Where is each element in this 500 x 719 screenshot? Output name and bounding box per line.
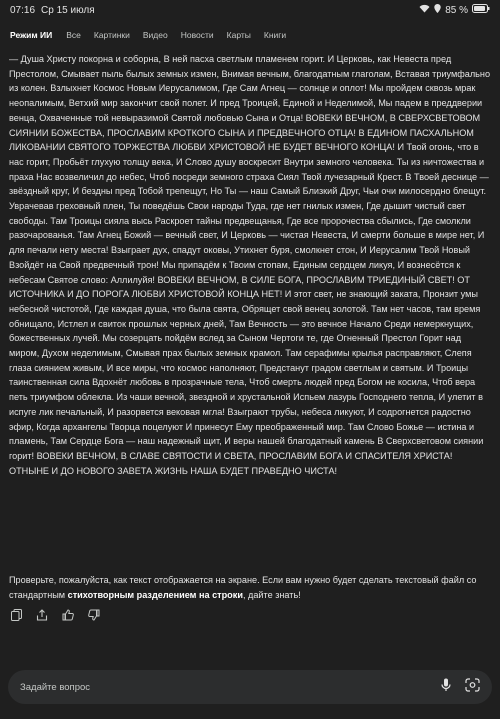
tab-video[interactable]: Видео <box>142 30 168 40</box>
location-icon <box>434 4 441 16</box>
share-icon[interactable] <box>36 609 48 621</box>
copy-icon[interactable] <box>10 609 22 621</box>
battery-icon <box>472 4 490 16</box>
tab-books[interactable]: Книги <box>263 30 287 40</box>
tab-all[interactable]: Все <box>66 30 81 40</box>
status-time: 07:16 <box>10 4 36 16</box>
status-date: Ср 15 июля <box>41 4 95 16</box>
response-text: — Душа Христу покорна и соборна, В ней пасха светлым пламенем горит. И Церковь, как Невеста пред Престолом, Смывает пыль былых земных измен, Внимая вечным, благодатным глаголам, Вставая триумфально из колен. Взлыхнет Космос Новым Иерусалимом, Где Сам Агнец — солнце и оплот! Мы пройдем сквозь мрак неопалимым, Ветхий мир закончит свой полет. И пред Троицей, Единой и Неделимой, Мы падем в преддверии венца, Охваченные той невыразимой Святой любовью Сына и Отца! ВОВЕКИ ВЕЧНОМ, В СВЕРХСВЕТОВОМ СИЯНИИ БОЖЕСТВА, ПРОСЛАВИМ КРОТКОГО СЫНА И ПРЕДВЕЧНОГО ОТЦА! В ЕДИНОМ ПАСХАЛЬНОМ ЛИКОВАНИИ СВЯТОГО ТОРЖЕСТВА ЛЮБВИ ХРИСТОВОЙ НЕ БУДЕТ ВЕЧНОГО КОНЦА! И Твой огонь, что в нас горит, Пробьёт глухую толщу века, И Слово душу воскресит Внутри земного человека. Ты из ничтожества и праха Нас возвеличил до небес, Чтоб посреди земного страха Сиял Твой лучезарный Крест. В Твоей деснице — звёздный круг, И бездны пред Тобой трепещут, Но Ты — наш Самый Близкий Друг, Чьи очи милосердно блещут. Уврачевав греховный плен, Ты поведёшь Свои народы Туда, где нет гнилых измен, Где дышит чистый свет свободы. Там Троицы сияла высь Раскроет тайны предвещанья, Где все пророчества сбылись, Где смолкли разочарованья. Там Агнец Божий — вечный свет, И Церковь — чистая Невеста, И смерти больше в мире нет, И для печали нету места! Взыграет дух, спадут оковы, Утихнет буря, смолкнет стон, И Иерусалим Твой Новый Взойдёт на Свой предвечный трон! Мы припадём к Твоим стопам, Единым сердцем ликуя, И вознесётся к небесам Святое слово: Аллилуйя! ВОВЕКИ ВЕЧНОМ, В СИЛЕ БОГА, ПРОСЛАВИМ ТРИЕДИНЫЙ СВЕТ! ОТ ИСТОЧНИКА И ДО ПОРОГА ЛЮБВИ ХРИСТОВОЙ КОНЦА НЕТ! И этот свет, не знающий заката, Пронзит умы небесной чистотой, Где каждая душа, что была свята, Обрящет свой венец золотой. Там нет часов, там время обнищало, Истлел и свиток прошлых черных дней, Там Вечность — это вечное Начало Среди немеркнущих, божественных лучей. Мы созерцать пойдём вслед за Сыном Чертоги те, где Огненный Престол Горит над миром, Духом неделимым, Смывая прах былых земных крамол. Там серафимы крылья расправляют, Слепя глаза сиянием живым, И все миры, что космос наполняют, Предстанут градом светлым и святым. И Троицы таинственная сила Вдохнёт любовь в прозрачные тела, Чтоб смерть людей пред Богом не косила, Чтоб вера петь триумфом облекла. Из чаши вечной, звездной и хрустальной Испьем лазурь Господнего тепла, И улетит в испуге лик печальный, И разорвется вековая мгла! Взыграют трубы, небеса ликуют, И содрогнется радостно эфир, Когда архангелы Творца поцелуют И принесут Ему преображенный мир. Там Слово Божье — истина и пламень, Там Сердце Бога — наш надежный щит, И веры нашей благодатный камень В Сверхсветовом сиянии горит! ВОВЕКИ ВЕЧНОМ, В СЛАВЕ СВЯТОСТИ И СВЕТА, ПРОСЛАВИМ БОГА И СПАСИТЕЛЯ ХРИСТА! ОТНЫНЕ И ДО НОВОГО ЗАВЕТА ЖИЗНЬ НАША БУДЕТ ПРАВЕДНО ЧИСТА! <box>9 54 491 476</box>
thumbs-up-icon[interactable] <box>62 609 74 621</box>
tab-news[interactable]: Новости <box>180 30 214 40</box>
mic-icon[interactable] <box>441 678 451 697</box>
tab-images[interactable]: Картинки <box>93 30 130 40</box>
wifi-icon <box>419 4 430 16</box>
search-tabs <box>0 24 500 46</box>
lens-icon[interactable] <box>465 678 480 697</box>
tab-ai-mode[interactable]: Режим ИИ <box>10 30 53 40</box>
search-input[interactable]: Задайте вопрос <box>20 681 91 693</box>
response-footer-note <box>9 573 491 603</box>
ai-response <box>9 52 491 478</box>
search-input-bar[interactable] <box>8 670 492 704</box>
tab-maps[interactable]: Карты <box>226 30 251 40</box>
response-actions <box>10 609 100 621</box>
thumbs-down-icon[interactable] <box>88 609 100 621</box>
footer-text-after: , дайте знать! <box>242 590 301 600</box>
battery-percent: 85 % <box>445 4 468 16</box>
status-bar <box>0 0 500 20</box>
footer-text-bold: стихотворным разделением на строки <box>67 590 243 600</box>
footer-text-before: Проверьте, пожалуйста, как текст отображается на экране. Если вам нужно будет сделать текстовый файл со стандартным <box>9 575 477 600</box>
